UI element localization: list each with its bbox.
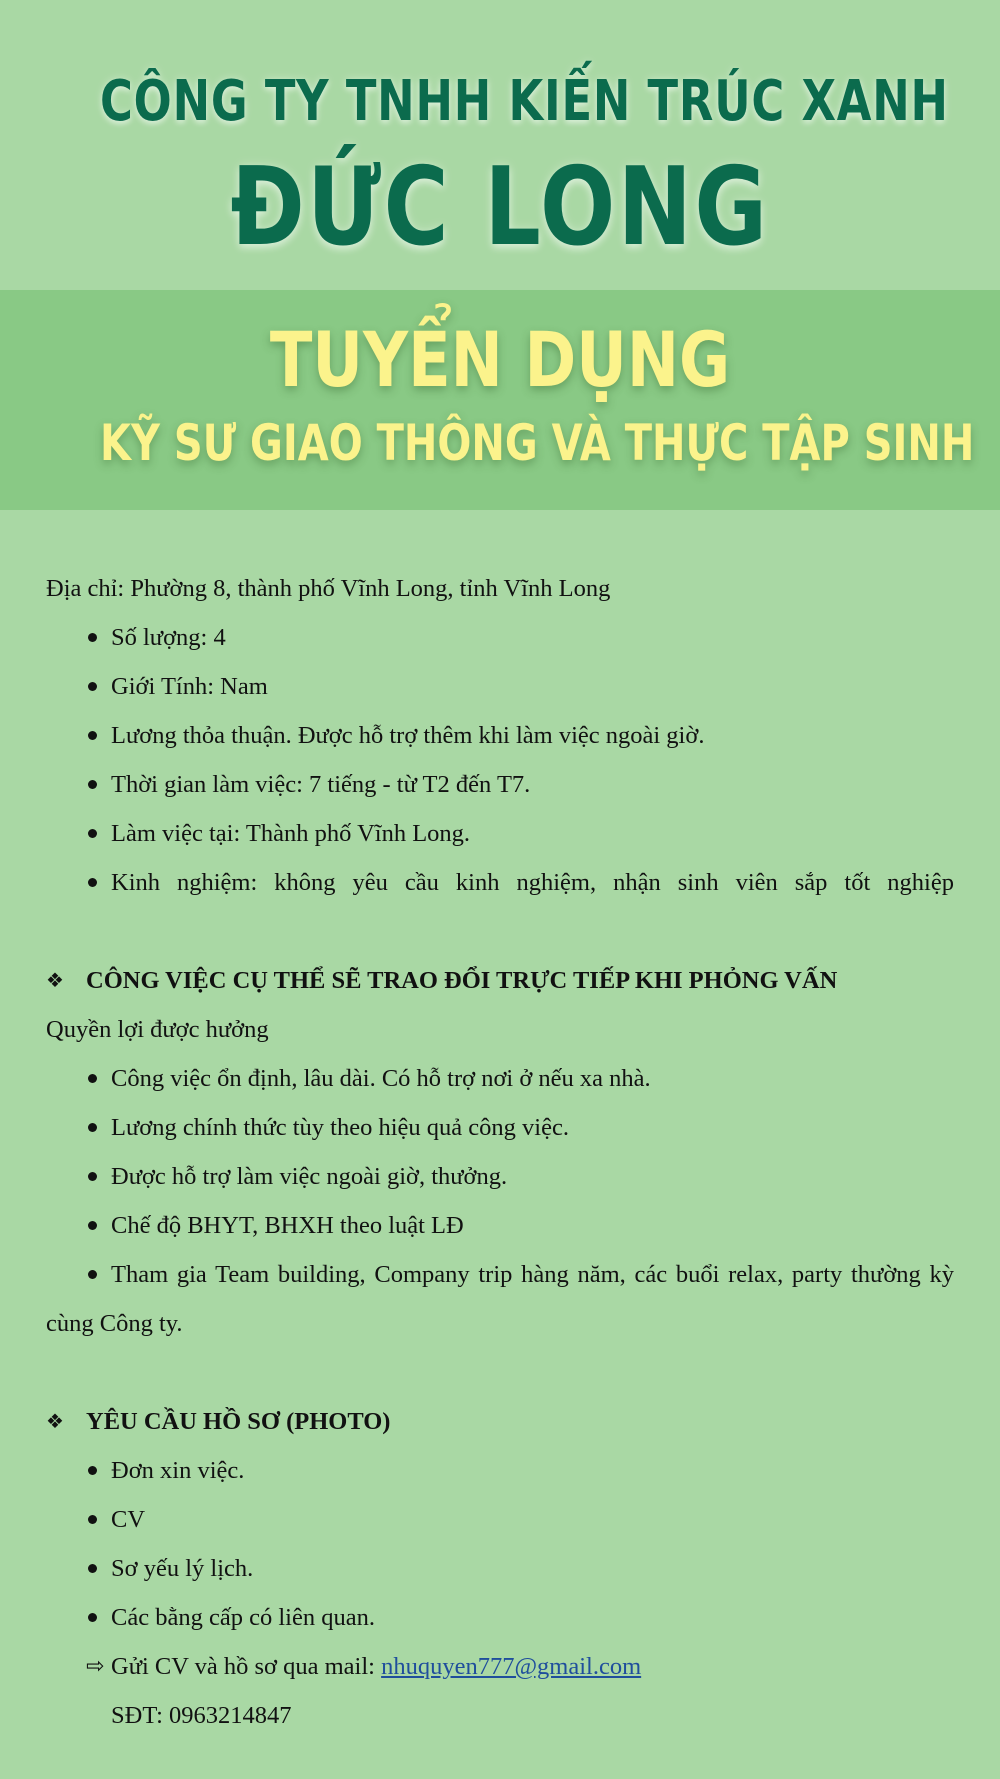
job-content bbox=[46, 564, 954, 1740]
benefit-item: Lương chính thức tùy theo hiệu quả công việc. bbox=[46, 1103, 954, 1152]
job-address: Địa chỉ: Phường 8, thành phố Vĩnh Long, tỉnh Vĩnh Long bbox=[46, 575, 611, 602]
email-link[interactable]: nhuquyen777@gmail.com bbox=[381, 1653, 642, 1680]
recruitment-subtitle: KỸ SƯ GIAO THÔNG VÀ THỰC TẬP SINH bbox=[100, 414, 975, 472]
spacer bbox=[46, 1348, 954, 1397]
benefits-list bbox=[46, 1054, 954, 1348]
documents-heading bbox=[46, 1397, 954, 1446]
company-name-title: ĐỨC LONG bbox=[230, 145, 770, 270]
arrow-right-icon: ⇨ bbox=[86, 1654, 105, 1679]
work-heading-text: CÔNG VIỆC CỤ THỂ SẼ TRAO ĐỔI TRỰC TIẾP KHI PHỎNG VẤN bbox=[86, 967, 838, 994]
diamond-bullet-icon: ❖ bbox=[46, 968, 64, 992]
benefit-item: Tham gia Team building, Company trip hàng năm, các buổi relax, party thường kỳ cùng Công ty. bbox=[46, 1250, 954, 1348]
job-detail-item: Làm việc tại: Thành phố Vĩnh Long. bbox=[46, 809, 954, 858]
recruitment-title: TUYỂN DỤNG bbox=[269, 315, 731, 404]
send-cv-label: Gửi CV và hồ sơ qua mail: bbox=[111, 1653, 382, 1680]
documents-heading-text: YÊU CẦU HỒ SƠ (PHOTO) bbox=[86, 1408, 391, 1435]
document-item: Đơn xin việc. bbox=[46, 1446, 954, 1495]
documents-list bbox=[46, 1446, 954, 1642]
send-cv-line bbox=[46, 1642, 954, 1691]
benefit-item: Công việc ổn định, lâu dài. Có hỗ trợ nơi ở nếu xa nhà. bbox=[46, 1054, 954, 1103]
company-type-title: CÔNG TY TNHH KIẾN TRÚC XANH bbox=[100, 69, 949, 134]
benefit-item: Được hỗ trợ làm việc ngoài giờ, thưởng. bbox=[46, 1152, 954, 1201]
document-item: Sơ yếu lý lịch. bbox=[46, 1544, 954, 1593]
company-header bbox=[0, 0, 1000, 290]
job-detail-item: Kinh nghiệm: không yêu cầu kinh nghiệm, nhận sinh viên sắp tốt nghiệp bbox=[46, 858, 954, 907]
document-item: Các bằng cấp có liên quan. bbox=[46, 1593, 954, 1642]
job-detail-item: Số lượng: 4 bbox=[46, 613, 954, 662]
job-details-list bbox=[46, 613, 954, 907]
job-detail-item: Giới Tính: Nam bbox=[46, 662, 954, 711]
benefit-item: Chế độ BHYT, BHXH theo luật LĐ bbox=[46, 1201, 954, 1250]
diamond-bullet-icon: ❖ bbox=[46, 1409, 64, 1433]
document-item: CV bbox=[46, 1495, 954, 1544]
job-detail-item: Lương thỏa thuận. Được hỗ trợ thêm khi làm việc ngoài giờ. bbox=[46, 711, 954, 760]
job-detail-item: Thời gian làm việc: 7 tiếng - từ T2 đến T7. bbox=[46, 760, 954, 809]
phone-number: SĐT: 0963214847 bbox=[111, 1702, 292, 1729]
benefits-title: Quyền lợi được hưởng bbox=[46, 1016, 269, 1043]
spacer bbox=[46, 907, 954, 956]
work-heading bbox=[46, 956, 954, 1005]
recruitment-banner bbox=[0, 290, 1000, 510]
